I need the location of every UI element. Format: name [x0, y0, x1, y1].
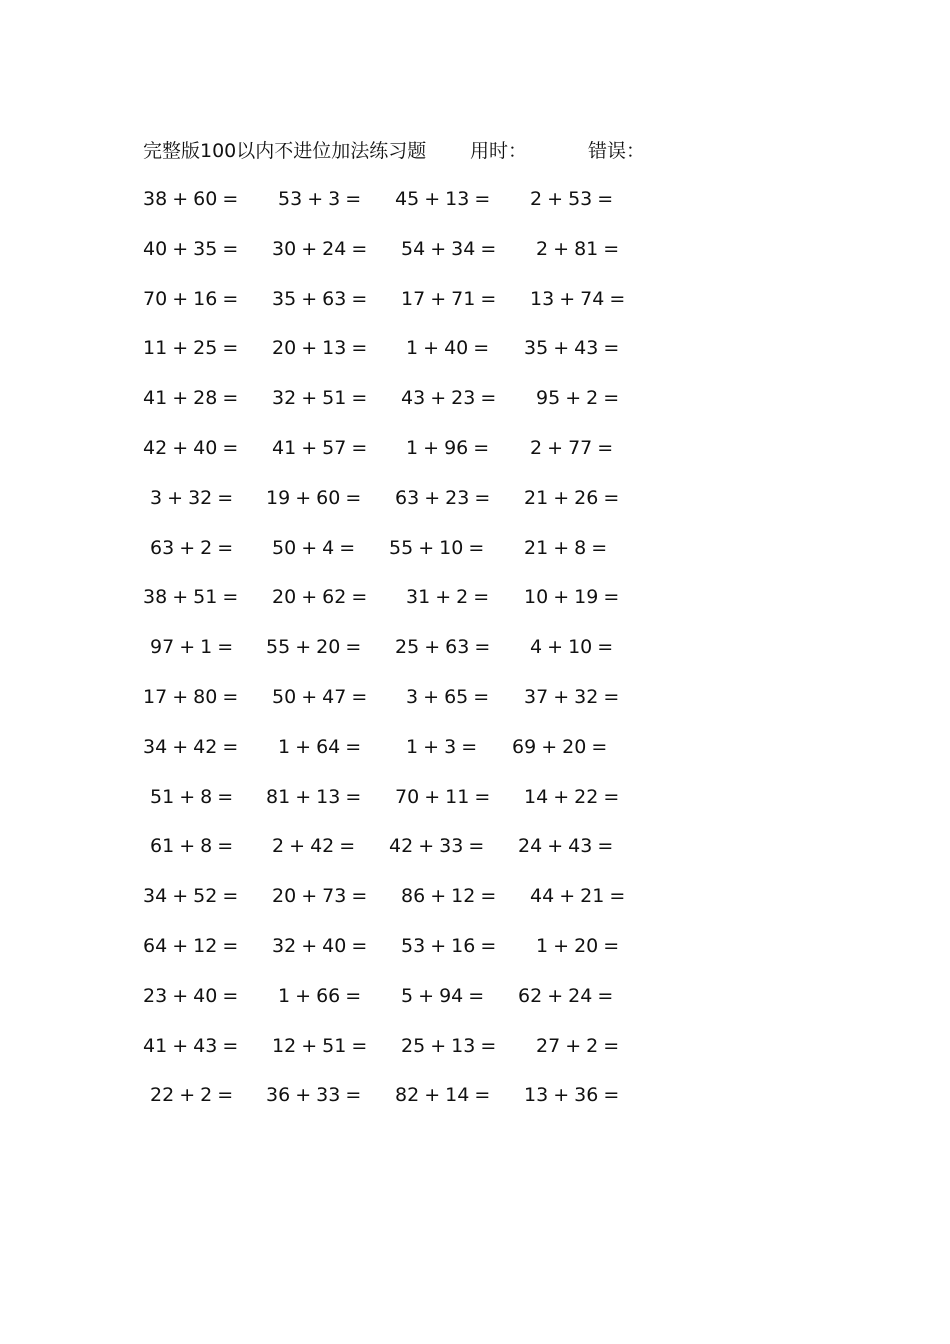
problem-13-2: 81 + 13 =: [266, 786, 362, 808]
problem-10-4: 4 + 10 =: [530, 636, 614, 658]
problem-15-3: 86 + 12 =: [401, 885, 497, 907]
problem-6-2: 41 + 57 =: [272, 437, 368, 459]
problem-3-1: 70 + 16 =: [143, 288, 239, 310]
problem-13-4: 14 + 22 =: [524, 786, 620, 808]
problem-15-2: 20 + 73 =: [272, 885, 368, 907]
problem-1-3: 45 + 13 =: [395, 188, 491, 210]
worksheet-title: 完整版100以内不进位加法练习题: [143, 140, 427, 162]
problem-4-1: 11 + 25 =: [143, 337, 239, 359]
problem-16-3: 53 + 16 =: [401, 935, 497, 957]
problem-11-1: 17 + 80 =: [143, 686, 239, 708]
problem-3-4: 13 + 74 =: [530, 288, 626, 310]
problem-10-2: 55 + 20 =: [266, 636, 362, 658]
problem-6-4: 2 + 77 =: [530, 437, 614, 459]
problem-15-4: 44 + 21 =: [530, 885, 626, 907]
problem-16-4: 1 + 20 =: [536, 935, 620, 957]
problem-2-4: 2 + 81 =: [536, 238, 620, 260]
problem-4-2: 20 + 13 =: [272, 337, 368, 359]
problem-3-3: 17 + 71 =: [401, 288, 497, 310]
problem-8-2: 50 + 4 =: [272, 537, 356, 559]
problem-11-4: 37 + 32 =: [524, 686, 620, 708]
problem-5-3: 43 + 23 =: [401, 387, 497, 409]
problem-9-3: 31 + 2 =: [406, 586, 490, 608]
problem-19-2: 36 + 33 =: [266, 1084, 362, 1106]
problem-17-2: 1 + 66 =: [278, 985, 362, 1007]
problem-18-1: 41 + 43 =: [143, 1035, 239, 1057]
problem-2-1: 40 + 35 =: [143, 238, 239, 260]
problem-17-3: 5 + 94 =: [401, 985, 485, 1007]
problem-8-3: 55 + 10 =: [389, 537, 485, 559]
problem-1-2: 53 + 3 =: [278, 188, 362, 210]
problem-14-4: 24 + 43 =: [518, 835, 614, 857]
problem-11-2: 50 + 47 =: [272, 686, 368, 708]
problem-19-1: 22 + 2 =: [150, 1084, 234, 1106]
problem-1-1: 38 + 60 =: [143, 188, 239, 210]
problem-7-2: 19 + 60 =: [266, 487, 362, 509]
errors-label: 错误：: [588, 140, 646, 162]
problem-19-3: 82 + 14 =: [395, 1084, 491, 1106]
problem-13-3: 70 + 11 =: [395, 786, 491, 808]
problem-1-4: 2 + 53 =: [530, 188, 614, 210]
problem-12-2: 1 + 64 =: [278, 736, 362, 758]
problem-4-4: 35 + 43 =: [524, 337, 620, 359]
problem-5-1: 41 + 28 =: [143, 387, 239, 409]
problem-14-1: 61 + 8 =: [150, 835, 234, 857]
time-used-label: 用时：: [470, 140, 528, 162]
problem-12-1: 34 + 42 =: [143, 736, 239, 758]
problem-16-2: 32 + 40 =: [272, 935, 368, 957]
problem-12-3: 1 + 3 =: [406, 736, 478, 758]
problem-9-2: 20 + 62 =: [272, 586, 368, 608]
problem-4-3: 1 + 40 =: [406, 337, 490, 359]
problem-13-1: 51 + 8 =: [150, 786, 234, 808]
problem-2-3: 54 + 34 =: [401, 238, 497, 260]
problem-18-2: 12 + 51 =: [272, 1035, 368, 1057]
problem-11-3: 3 + 65 =: [406, 686, 490, 708]
problem-9-1: 38 + 51 =: [143, 586, 239, 608]
problem-7-1: 3 + 32 =: [150, 487, 234, 509]
problem-19-4: 13 + 36 =: [524, 1084, 620, 1106]
problem-5-4: 95 + 2 =: [536, 387, 620, 409]
problem-16-1: 64 + 12 =: [143, 935, 239, 957]
problem-8-4: 21 + 8 =: [524, 537, 608, 559]
problem-10-3: 25 + 63 =: [395, 636, 491, 658]
problem-7-3: 63 + 23 =: [395, 487, 491, 509]
problem-14-3: 42 + 33 =: [389, 835, 485, 857]
problem-5-2: 32 + 51 =: [272, 387, 368, 409]
problem-3-2: 35 + 63 =: [272, 288, 368, 310]
problem-8-1: 63 + 2 =: [150, 537, 234, 559]
problem-2-2: 30 + 24 =: [272, 238, 368, 260]
problem-18-4: 27 + 2 =: [536, 1035, 620, 1057]
problem-9-4: 10 + 19 =: [524, 586, 620, 608]
problem-10-1: 97 + 1 =: [150, 636, 234, 658]
problem-17-4: 62 + 24 =: [518, 985, 614, 1007]
problem-6-3: 1 + 96 =: [406, 437, 490, 459]
problem-14-2: 2 + 42 =: [272, 835, 356, 857]
problem-17-1: 23 + 40 =: [143, 985, 239, 1007]
problem-6-1: 42 + 40 =: [143, 437, 239, 459]
problem-12-4: 69 + 20 =: [512, 736, 608, 758]
problem-15-1: 34 + 52 =: [143, 885, 239, 907]
problem-18-3: 25 + 13 =: [401, 1035, 497, 1057]
problem-7-4: 21 + 26 =: [524, 487, 620, 509]
